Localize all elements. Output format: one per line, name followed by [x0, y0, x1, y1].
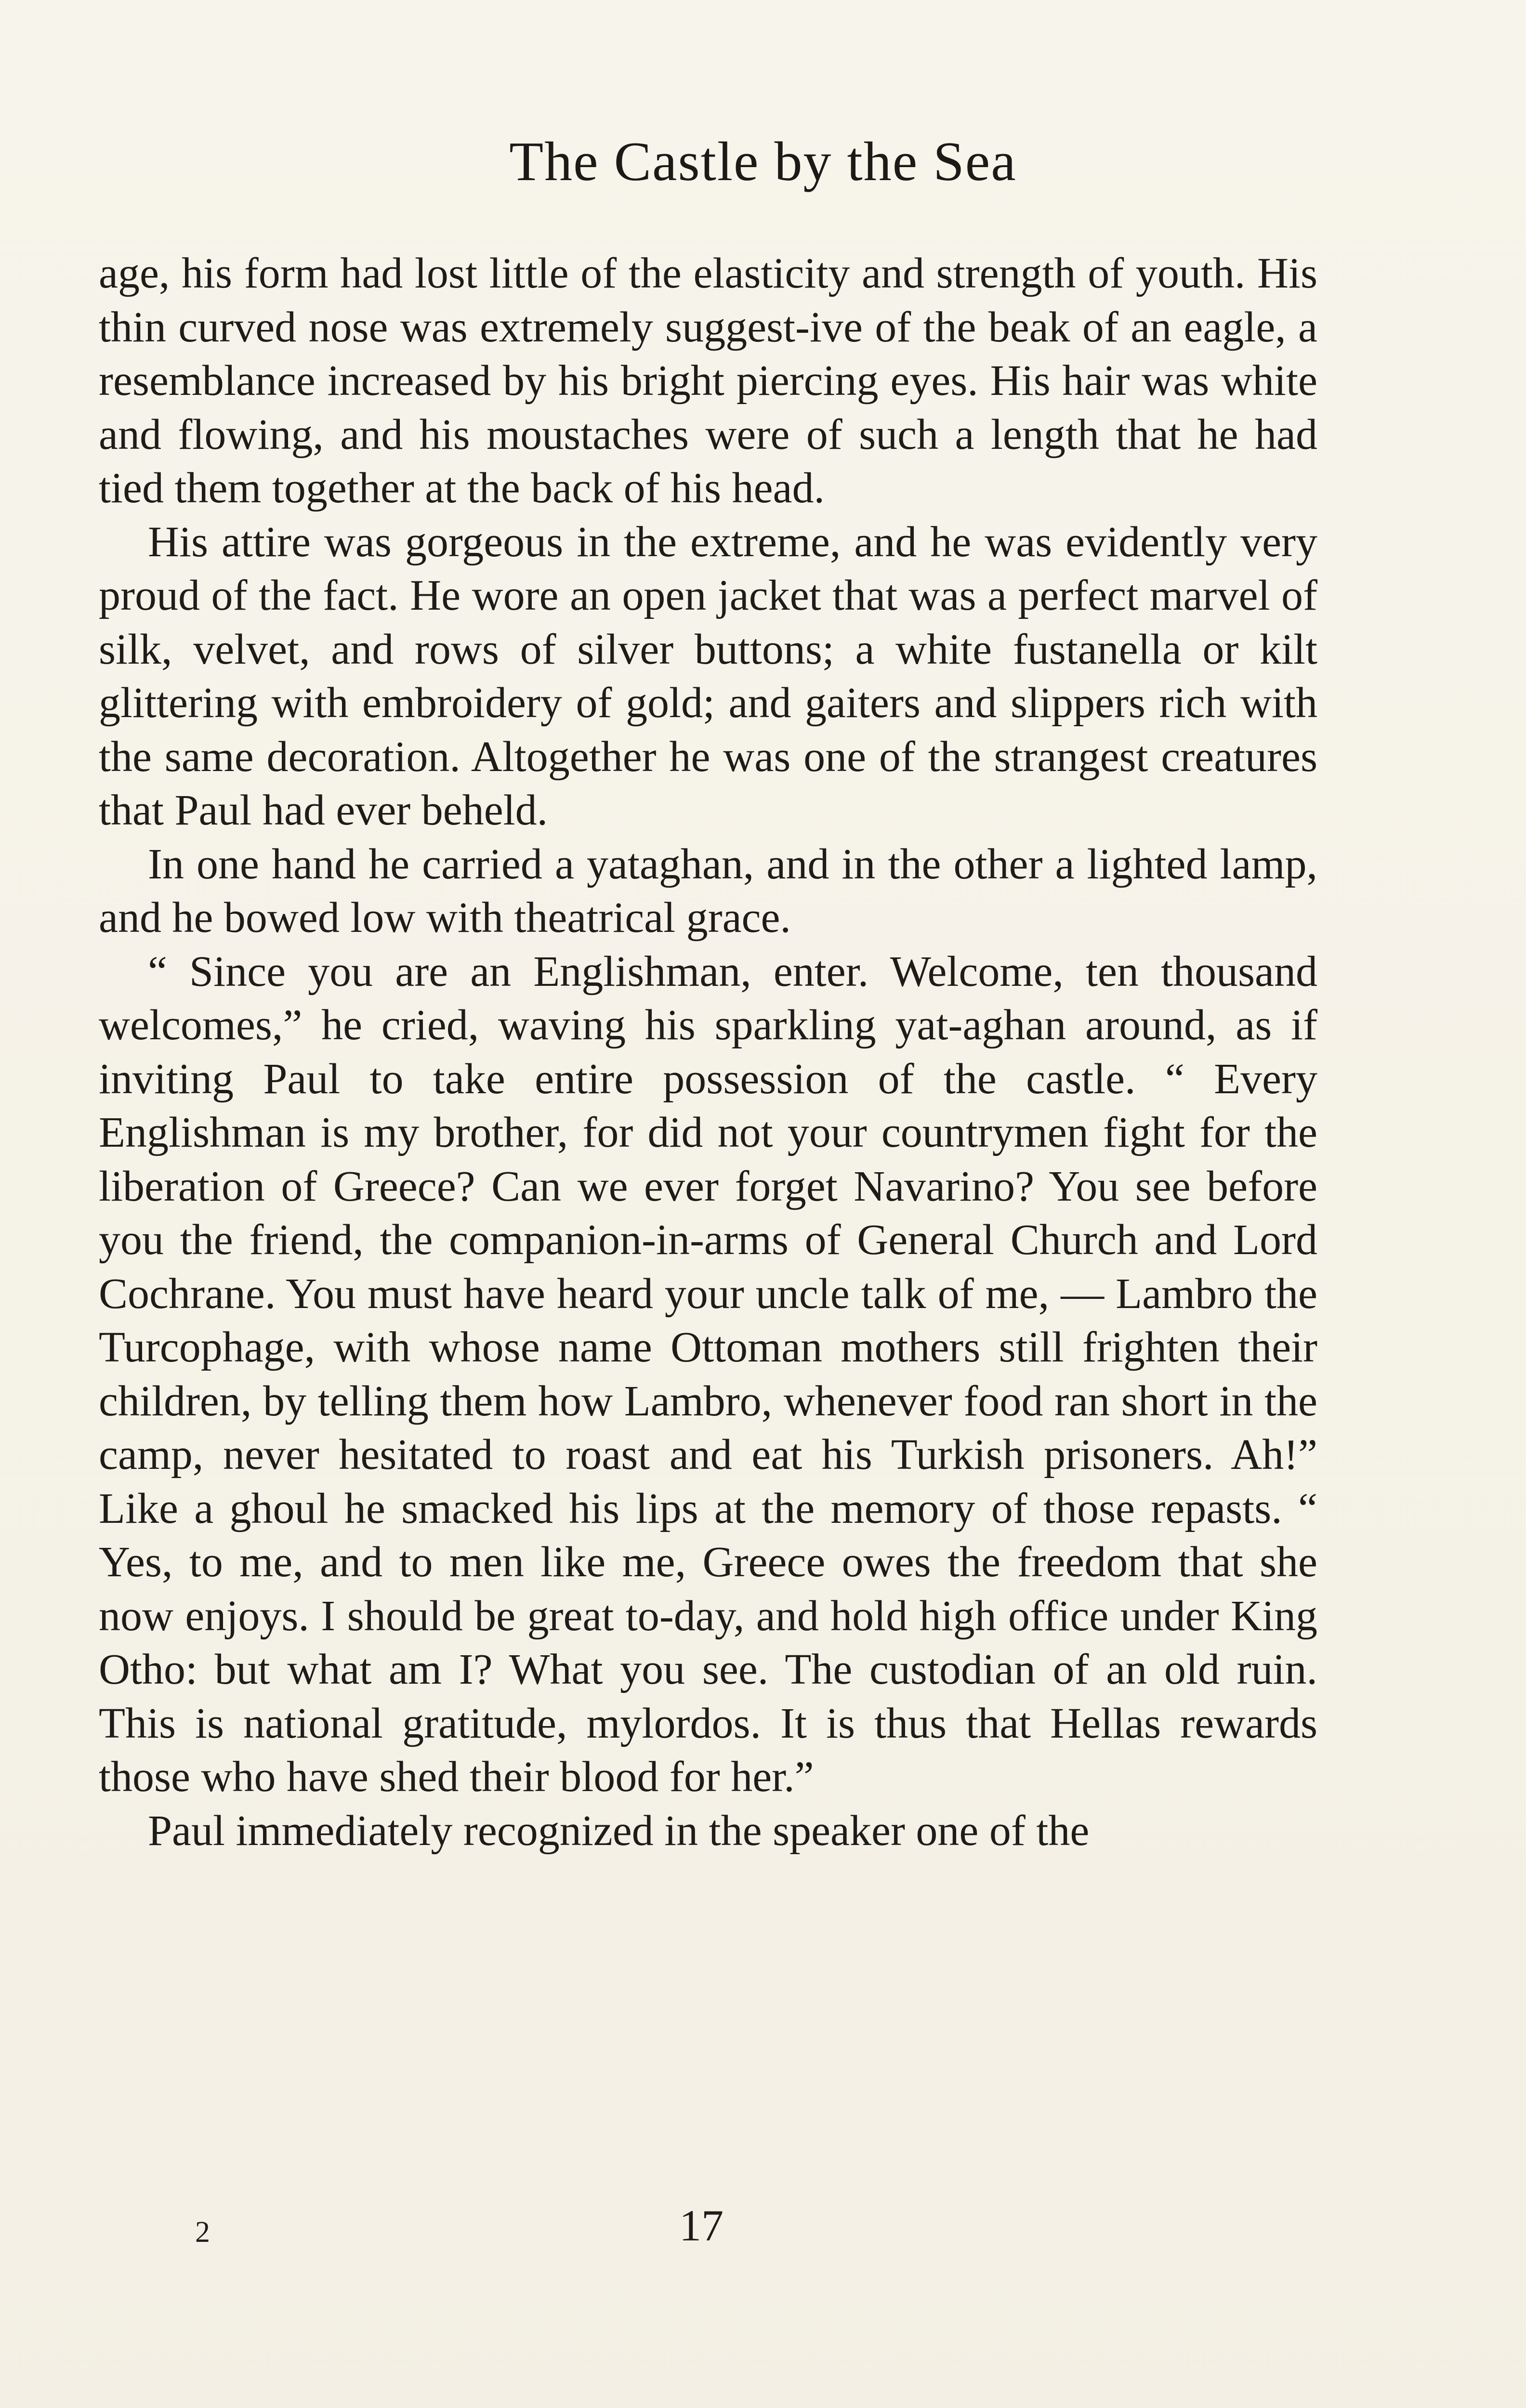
paragraph-continuation: age, his form had lost little of the elasticity and strength of youth. His thin curved nose was extremely suggest-ive of the beak of an eagle, a resemblance increased by his bright piercing eyes. His hair was white and flowing, and his moustaches were of such a length that he had tied them together at the back of his head.	[99, 249, 1317, 512]
paragraph-attire: His attire was gorgeous in the extreme, and he was evidently very proud of the fact. He wore an open jacket that was a perfect marvel of silk, velvet, and rows of silver buttons; a white fustanella or kilt glittering with embroidery of gold; and gaiters and slippers rich with the same decoration. Altogether he was one of the strangest creatures that Paul had ever beheld.	[99, 518, 1317, 834]
signature-mark: 2	[195, 2216, 210, 2249]
body-text	[99, 247, 1317, 1858]
page-number: 17	[679, 2201, 724, 2250]
paragraph-lambro-speech: “ Since you are an Englishman, enter. Welcome, ten thousand welcomes,” he cried, waving his sparkling yat-aghan around, as if inviting Paul to take entire possession of the castle. “ Every Englishman is my brother, for did not your countrymen fight for the liberation of Greece? Can we ever forget Navarino? You see before you the friend, the companion-in-arms of General Church and Lord Cochrane. You must have heard your uncle talk of me, — Lambro the Turcophage, with whose name Ottoman mothers still frighten their children, by telling them how Lambro, whenever food ran short in the camp, never hesitated to roast and eat his Turkish prisoners. Ah!” Like a ghoul he smacked his lips at the memory of those repasts. “ Yes, to me, and to men like me, Greece owes the freedom that she now enjoys. I should be great to-day, and hold high office under King Otho: but what am I? What you see. The custodian of an old ruin. This is national gratitude, mylordos. It is thus that Hellas rewards those who have shed their blood for her.”	[99, 947, 1317, 1801]
running-head: The Castle by the Sea	[509, 131, 1017, 193]
paragraph-paul-recognized: Paul immediately recognized in the speaker one of the	[148, 1806, 1090, 1855]
paragraph-yataghan: In one hand he carried a yataghan, and in the other a lighted lamp, and he bowed low with theatrical grace.	[99, 840, 1317, 942]
